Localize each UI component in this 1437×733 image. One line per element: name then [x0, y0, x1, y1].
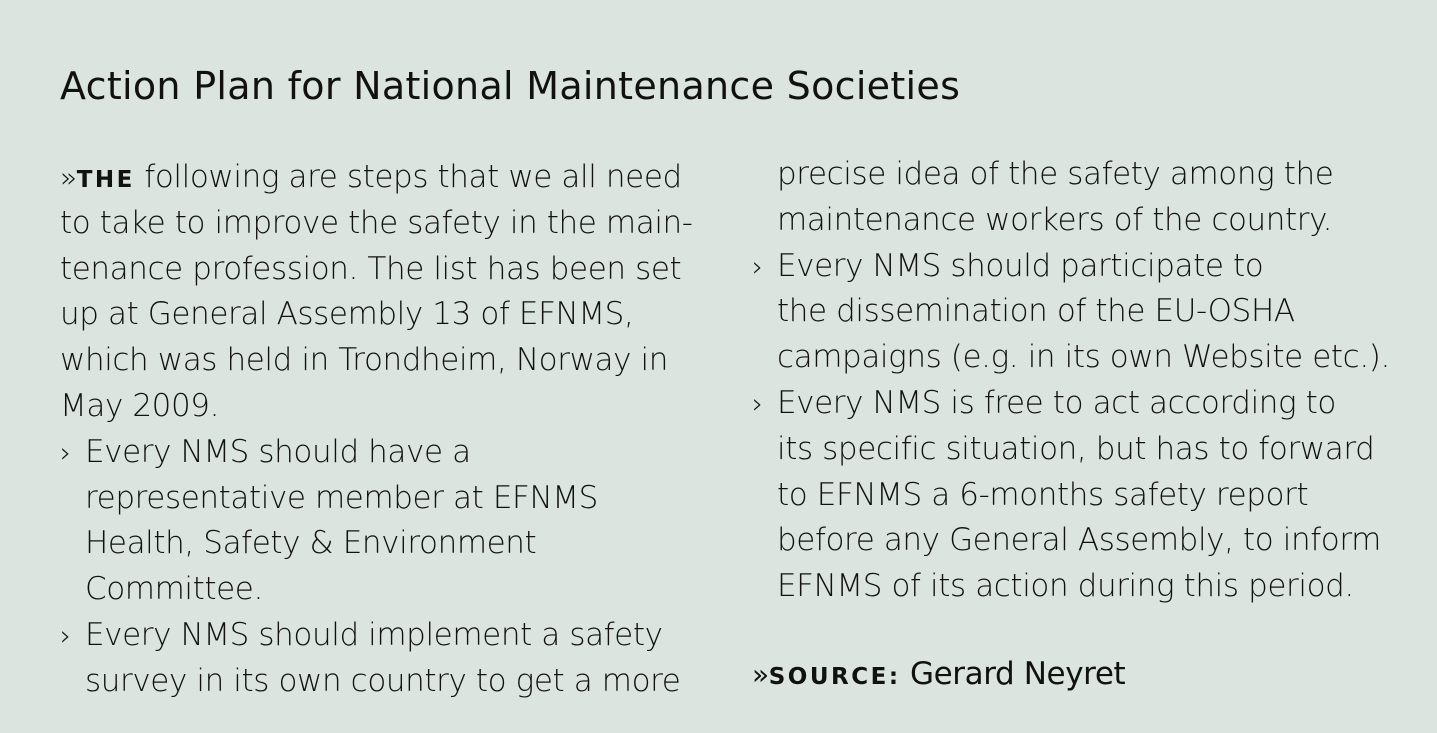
- guillemet-marker: »: [60, 161, 77, 194]
- intro-line: to take to improve the safety in the main-: [60, 204, 693, 241]
- list-item-text: Every NMS should have a: [85, 433, 471, 470]
- list-item-text: maintenance workers of the country.: [777, 201, 1333, 238]
- source-label: SOURCE:: [768, 664, 901, 690]
- list-item-text: representative member at EFNMS: [85, 479, 598, 516]
- bullet-chevron-icon: ›: [60, 435, 71, 469]
- intro-line: up at General Assembly 13 of EFNMS,: [60, 296, 634, 333]
- bullet-chevron-icon: ›: [752, 386, 763, 420]
- intro-lead: THE: [76, 167, 135, 193]
- list-item: [752, 244, 1412, 290]
- right-column: [752, 152, 1412, 610]
- list-item-text: Every NMS should participate to: [777, 247, 1264, 284]
- list-item-text: Every NMS should implement a safety: [85, 616, 663, 653]
- list-item-text: to EFNMS a 6-months safety report: [777, 476, 1309, 513]
- guillemet-marker: »: [752, 658, 769, 691]
- intro-line: which was held in Trondheim, Norway in: [60, 342, 668, 379]
- list-item-text: Committee.: [85, 571, 263, 608]
- page-title: Action Plan for National Maintenance Societies: [60, 64, 961, 108]
- list-item-text: precise idea of the safety among the: [777, 156, 1334, 192]
- source-credit: [752, 656, 1125, 692]
- list-item: [752, 381, 1412, 427]
- source-name: Gerard Neyret: [910, 656, 1126, 692]
- left-column: [60, 155, 720, 705]
- list-item-text: the dissemination of the EU-OSHA: [777, 293, 1295, 330]
- list-item-text: its specific situation, but has to forward: [777, 430, 1375, 467]
- intro-line-1: [60, 155, 720, 201]
- list-item-text: before any General Assembly, to inform: [777, 522, 1381, 559]
- list-item: [60, 430, 720, 476]
- list-item-text: survey in its own country to get a more: [85, 662, 681, 699]
- list-item-text: EFNMS of its action during this period.: [777, 568, 1354, 605]
- intro-line: May 2009.: [60, 387, 220, 424]
- list-item: [60, 613, 720, 659]
- bullet-chevron-icon: ›: [60, 618, 71, 652]
- intro-text: following are steps that we all need: [134, 159, 682, 195]
- list-item-text: Health, Safety & Environment: [85, 525, 537, 562]
- bullet-chevron-icon: ›: [752, 249, 763, 283]
- intro-line: tenance profession. The list has been set: [60, 250, 682, 287]
- list-item-text: campaigns (e.g. in its own Website etc.).: [777, 339, 1390, 376]
- list-item-text: Every NMS is free to act according to: [777, 384, 1337, 421]
